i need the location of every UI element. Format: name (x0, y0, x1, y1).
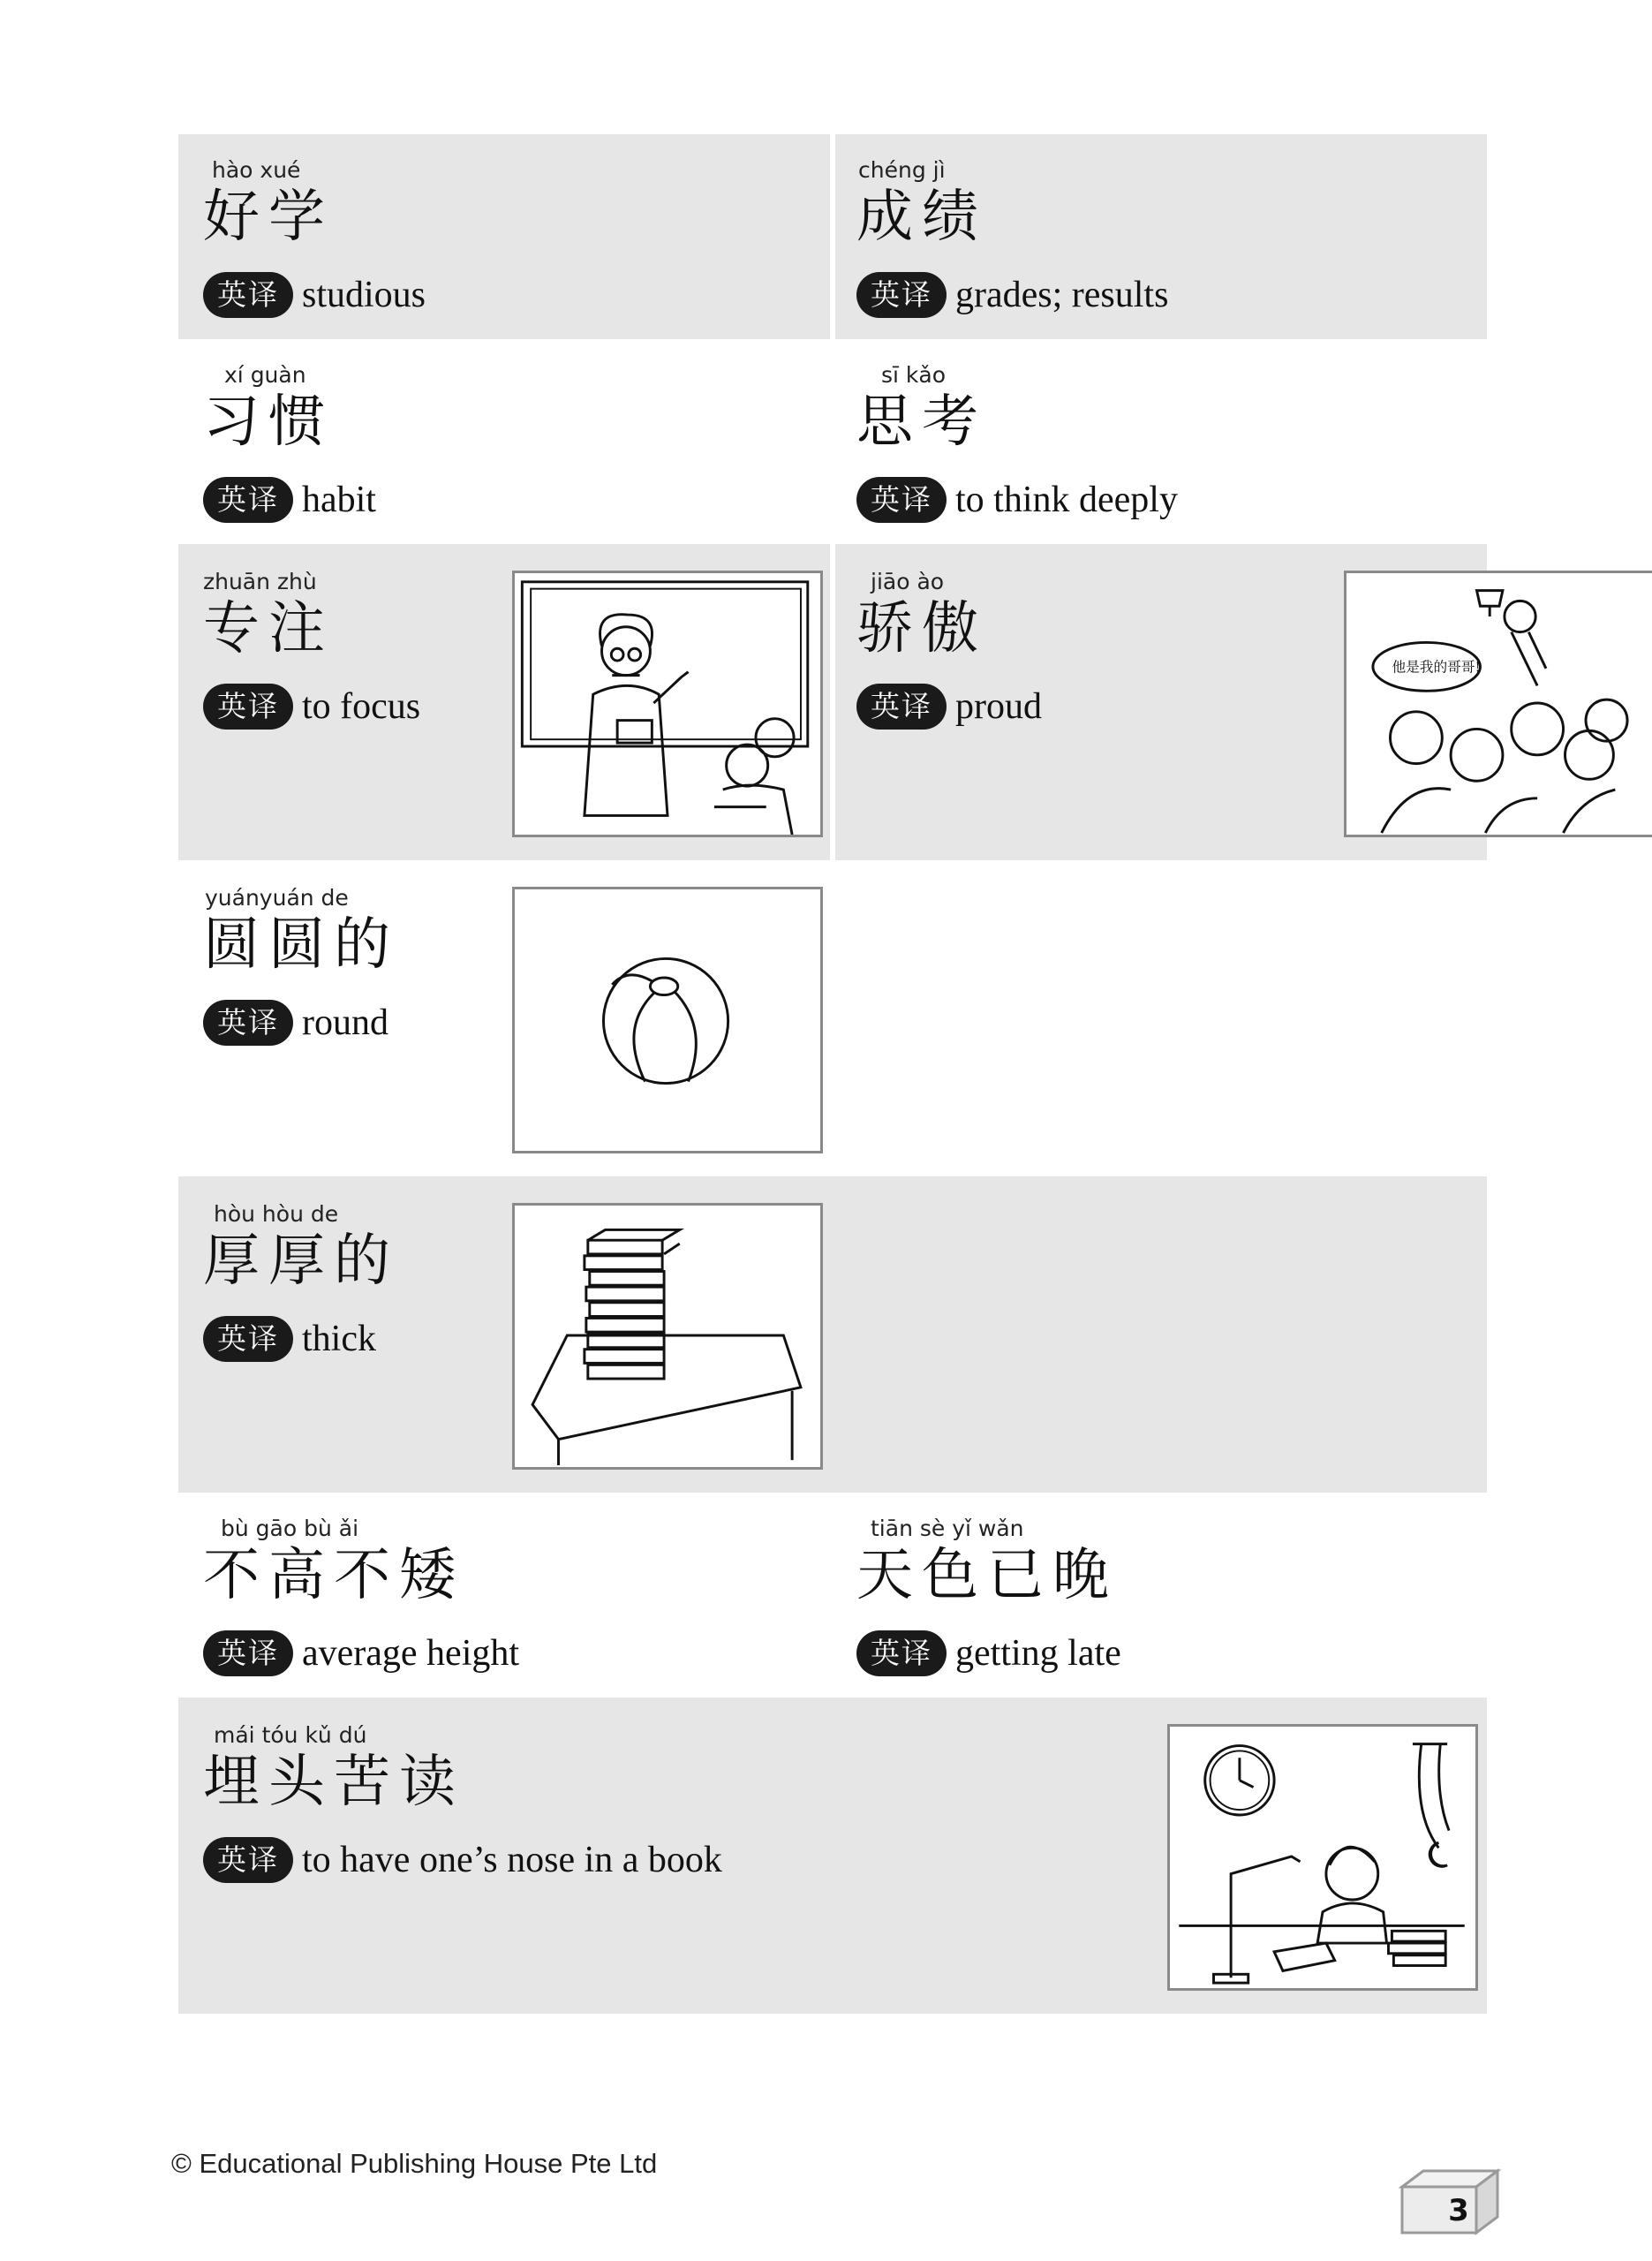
translation-badge: 英译 (203, 272, 293, 318)
translation-badge: 英译 (203, 1316, 293, 1362)
page-number: 3 (1448, 2193, 1469, 2228)
vocab-row-2 (178, 339, 1487, 544)
chinese-word: 厚厚的 (203, 1229, 399, 1294)
vocab-entry (178, 339, 830, 544)
vocab-entry (178, 1493, 830, 1698)
pinyin: yuányuán de (205, 885, 349, 911)
vocab-entry (835, 1493, 1487, 1698)
chinese-word: 习惯 (203, 389, 334, 455)
pinyin: hào xué (212, 157, 301, 183)
vocab-entry (178, 1176, 830, 1493)
english-meaning: habit (302, 480, 376, 520)
pinyin: mái tóu kǔ dú (214, 1722, 367, 1748)
english-meaning: to focus (302, 686, 421, 727)
english-meaning: round (302, 1002, 388, 1043)
translation-badge: 英译 (203, 1837, 293, 1883)
vocab-row-1 (178, 134, 1487, 339)
translation-badge: 英译 (203, 477, 293, 523)
copyright-notice: © Educational Publishing House Pte Ltd (171, 2148, 658, 2179)
chinese-word: 天色已晚 (856, 1543, 1118, 1608)
vocab-row-6 (178, 1493, 1487, 1698)
page-number-box (1395, 2155, 1505, 2243)
vocab-row-7 (178, 1698, 1487, 2014)
vocab-entry (835, 134, 1487, 339)
translation-badge: 英译 (856, 1630, 947, 1676)
english-meaning: to have one’s nose in a book (302, 1840, 722, 1880)
pinyin: bù gāo bù ǎi (221, 1516, 359, 1541)
english-meaning: proud (955, 686, 1042, 727)
english-meaning: thick (302, 1319, 376, 1359)
translation-badge: 英译 (856, 477, 947, 523)
chinese-word: 不高不矮 (203, 1543, 464, 1608)
pinyin: sī kǎo (881, 362, 947, 388)
vocab-entry (178, 134, 830, 339)
translation-badge: 英译 (856, 272, 947, 318)
chinese-word: 思考 (856, 389, 987, 455)
vocab-row-4 (178, 860, 1487, 1176)
chinese-word: 好学 (203, 185, 334, 250)
vocab-entry (178, 544, 830, 860)
pinyin: hòu hòu de (214, 1201, 339, 1227)
english-meaning: average height (302, 1633, 520, 1674)
proud-students-illustration (1344, 571, 1652, 837)
vocab-row-5 (178, 1176, 1487, 1493)
ball-illustration (512, 887, 823, 1153)
vocab-entry (178, 1698, 1487, 2014)
vocab-row-3 (178, 544, 1487, 860)
translation-badge: 英译 (203, 684, 293, 730)
chinese-word: 圆圆的 (203, 912, 399, 978)
stack-of-books-illustration (512, 1203, 823, 1470)
english-meaning: getting late (955, 1633, 1121, 1674)
english-meaning: to think deeply (955, 480, 1178, 520)
chinese-word: 骄傲 (856, 596, 987, 662)
speech-bubble-text: 他是我的哥哥! (1392, 658, 1481, 676)
translation-badge: 英译 (203, 1000, 293, 1046)
vocab-entry (835, 544, 1487, 860)
pinyin: jiāo ào (871, 569, 945, 594)
translation-badge: 英译 (203, 1630, 293, 1676)
pinyin: xí guàn (224, 362, 306, 388)
translation-badge: 英译 (856, 684, 947, 730)
vocab-entry (835, 339, 1487, 544)
teacher-classroom-illustration (512, 571, 823, 837)
chinese-word: 埋头苦读 (203, 1750, 464, 1815)
pinyin: tiān sè yǐ wǎn (871, 1516, 1024, 1541)
pinyin: zhuān zhù (203, 569, 317, 594)
vocab-entry (178, 860, 830, 1176)
chinese-word: 专注 (203, 596, 334, 662)
pinyin: chéng jì (858, 157, 946, 183)
english-meaning: studious (302, 275, 426, 315)
english-meaning: grades; results (955, 275, 1169, 315)
chinese-word: 成绩 (856, 185, 987, 250)
studying-late-illustration (1167, 1724, 1478, 1991)
